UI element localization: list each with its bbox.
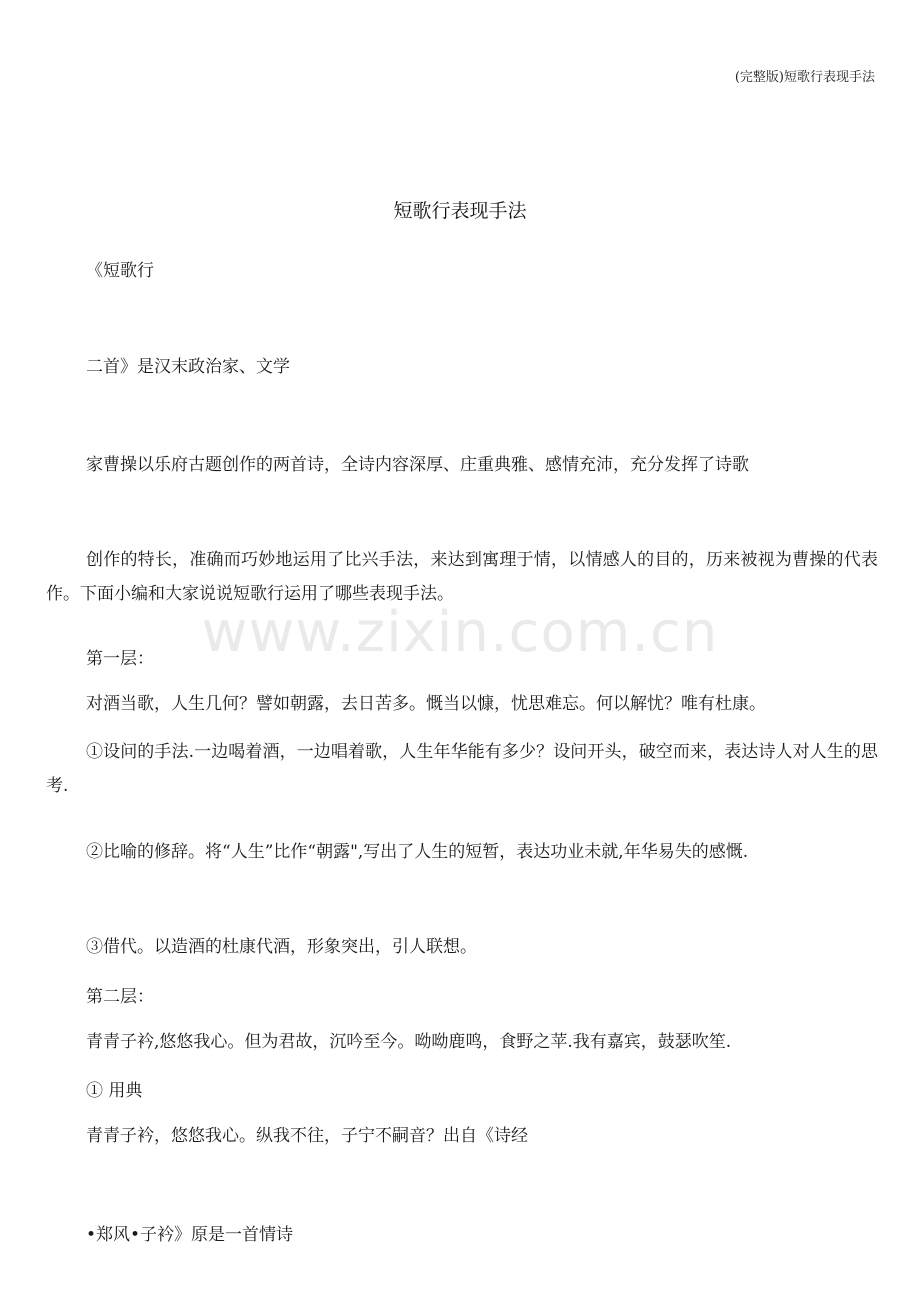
analysis-point-2: ②比喻的修辞。将“人生”比作“朝露",写出了人生的短暂，表达功业未就,年华易失的感慨.	[86, 842, 749, 862]
poem-lines-1: 对酒当歌，人生几何？譬如朝露，去日苦多。慨当以慷，忧思难忘。何以解忧？唯有杜康。	[86, 694, 766, 714]
text-line-1: 《短歌行	[86, 261, 154, 281]
running-header: (完整版)短歌行表现手法	[734, 70, 875, 85]
poem-lines-2: 青青子衿,悠悠我心。但为君故，沉吟至今。呦呦鹿鸣，食野之苹.我有嘉宾，鼓瑟吹笙.	[86, 1032, 732, 1052]
paragraph-intro-end: 创作的特长，准确而巧妙地运用了比兴手法，来达到寓理于情，以情感人的目的，历来被视为曹操的代表作。下面小编和大家说说短歌行运用了哪些表现手法。	[46, 550, 878, 604]
text-line-3: 家曹操以乐府古题创作的两首诗，全诗内容深厚、庄重典雅、感情充沛，充分发挥了诗歌	[86, 455, 749, 475]
text-line-2: 二首》是汉末政治家、文学	[86, 357, 290, 377]
watermark: www.zixin.com.cn	[201, 600, 719, 665]
section-heading-1: 第一层：	[86, 649, 154, 669]
analysis-point-1: ①设问的手法.一边喝着酒，一边唱着歌，人生年华能有多少？设问开头，破空而来，表达诗人对人生的思考.	[46, 742, 878, 796]
source-line: •郑风•子衿》原是一首情诗	[86, 1225, 294, 1245]
page-title: 短歌行表现手法	[393, 200, 527, 222]
analysis-point-4: ① 用典	[86, 1081, 143, 1101]
analysis-point-3: ③借代。以造酒的杜康代酒，形象突出，引人联想。	[86, 937, 477, 957]
section-heading-2: 第二层：	[86, 987, 154, 1007]
poem-quote: 青青子衿，悠悠我心。纵我不往，子宁不嗣音？出自《诗经	[86, 1126, 528, 1146]
